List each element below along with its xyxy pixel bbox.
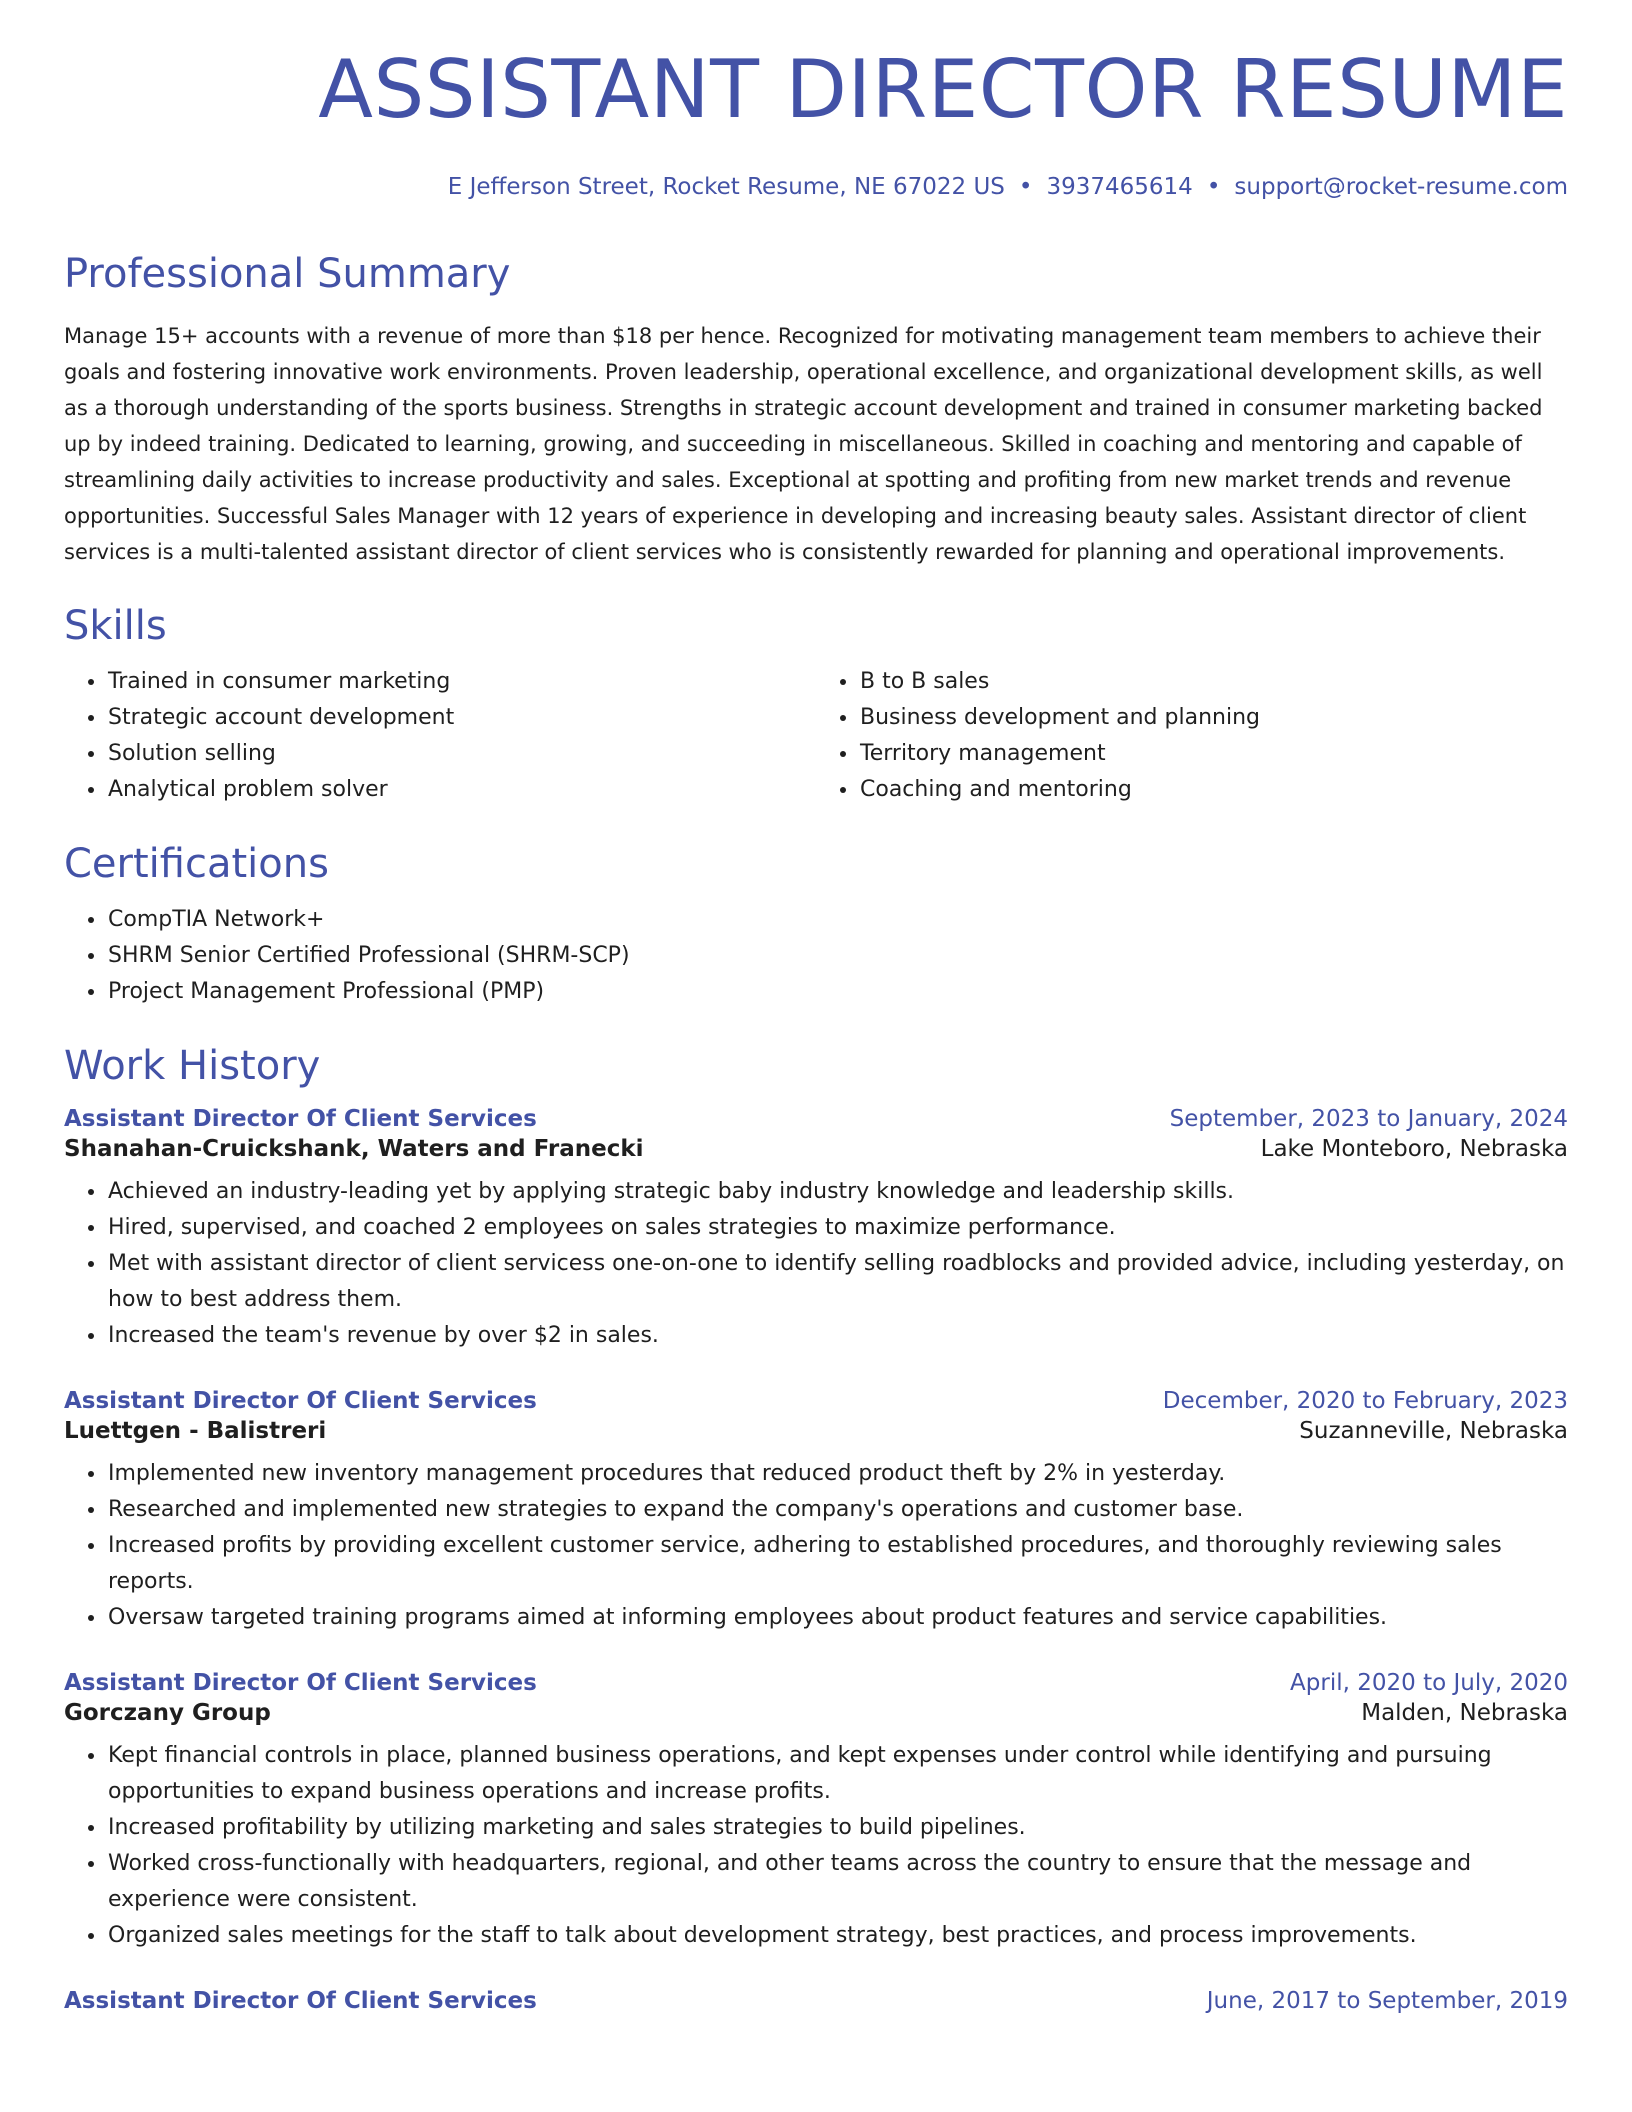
job-title-row xyxy=(64,1988,1568,2014)
skill-item: • Trained in consumer marketing xyxy=(107,664,816,700)
job-company: Shanahan-Cruickshank, Waters and Franecki xyxy=(64,1136,644,1162)
job-bullet: • Achieved an industry-leading yet by applying strategic baby industry knowledge and leadership skills. xyxy=(107,1174,1568,1210)
skill-item: • Business development and planning xyxy=(859,700,1568,736)
job-dates: April, 2020 to July, 2020 xyxy=(1290,1670,1568,1696)
job-bullet: • Increased the team's revenue by over $2 in sales. xyxy=(107,1318,1568,1354)
job-bullets xyxy=(64,1456,1568,1636)
job-dates: December, 2020 to February, 2023 xyxy=(1162,1388,1568,1414)
skill-item: • Coaching and mentoring xyxy=(859,772,1568,808)
job-bullet: • Increased profits by providing excellent customer service, adhering to established procedures, and thoroughly reviewing sales reports. xyxy=(107,1528,1568,1600)
job-bullet: • Worked cross-functionally with headquarters, regional, and other teams across the country to ensure that the message and experience were consistent. xyxy=(107,1846,1568,1918)
job-title-row xyxy=(64,1388,1568,1414)
job-bullet: • Increased profitability by utilizing marketing and sales strategies to build pipelines. xyxy=(107,1810,1568,1846)
contact-address: E Jefferson Street, Rocket Resume, NE 67022 US xyxy=(447,174,1005,200)
job-title: Assistant Director Of Client Services xyxy=(64,1388,537,1414)
job-entry xyxy=(64,1670,1568,1954)
job-entry xyxy=(64,1988,1568,2014)
job-company: Gorczany Group xyxy=(64,1700,271,1726)
skill-item: • Analytical problem solver xyxy=(107,772,816,808)
job-company: Luettgen - Balistreri xyxy=(64,1418,327,1444)
certifications-list xyxy=(64,902,1568,1010)
job-title-row xyxy=(64,1670,1568,1696)
job-company-row xyxy=(64,1696,1568,1726)
skills-heading: Skills xyxy=(64,603,167,649)
work-history-heading: Work History xyxy=(64,1043,321,1089)
skills-list-left xyxy=(64,664,816,808)
job-bullet: • Hired, supervised, and coached 2 employees on sales strategies to maximize performance. xyxy=(107,1210,1568,1246)
contact-separator: • xyxy=(1018,174,1033,200)
skills-list-right xyxy=(816,664,1568,808)
summary-heading: Professional Summary xyxy=(64,251,511,297)
job-dates: September, 2023 to January, 2024 xyxy=(1169,1106,1568,1132)
contact-phone: 3937465614 xyxy=(1046,174,1193,200)
job-title: Assistant Director Of Client Services xyxy=(64,1670,537,1696)
job-title-row xyxy=(64,1106,1568,1132)
contact-email: support@rocket-resume.com xyxy=(1234,174,1568,200)
job-bullet: • Met with assistant director of client servicess one-on-one to identify selling roadblocks and provided advice, including yesterday, on how to best address them. xyxy=(107,1246,1568,1318)
certifications-heading: Certifications xyxy=(64,841,329,887)
skills-grid xyxy=(64,664,1568,808)
job-bullets xyxy=(64,1174,1568,1354)
skill-item: • Territory management xyxy=(859,736,1568,772)
job-bullet: • Oversaw targeted training programs aimed at informing employees about product features and service capabilities. xyxy=(107,1600,1568,1636)
job-bullets xyxy=(64,1738,1568,1954)
resume-title: ASSISTANT DIRECTOR RESUME xyxy=(318,43,1568,136)
job-location: Suzanneville, Nebraska xyxy=(1299,1418,1568,1444)
job-location: Malden, Nebraska xyxy=(1361,1700,1568,1726)
job-title: Assistant Director Of Client Services xyxy=(64,1106,537,1132)
certification-item: • CompTIA Network+ xyxy=(107,902,1568,938)
job-entry xyxy=(64,1388,1568,1636)
job-title: Assistant Director Of Client Services xyxy=(64,1988,537,2014)
skill-item: • B to B sales xyxy=(859,664,1568,700)
job-bullet: • Implemented new inventory management procedures that reduced product theft by 2% in yesterday. xyxy=(107,1456,1568,1492)
job-company-row xyxy=(64,1414,1568,1444)
certification-item: • Project Management Professional (PMP) xyxy=(107,974,1568,1010)
job-dates: June, 2017 to September, 2019 xyxy=(1206,1988,1568,2014)
summary-text: Manage 15+ accounts with a revenue of more than $18 per hence. Recognized for motivating management team members to achieve their goals and fostering innovative work environments. Proven leadership, operational excellence, and organizational development skills, as well as a thorough understanding of the sports business. Strengths in strategic account development and trained in consumer marketing backed up by indeed training. Dedicated to learning, growing, and succeeding in miscellaneous. Skilled in coaching and mentoring and capable of streamlining daily activities to increase productivity and sales. Exceptional at spotting and profiting from new market trends and revenue opportunities. Successful Sales Manager with 12 years of experience in developing and increasing beauty sales. Assistant director of client services is a multi-talented assistant director of client services who is consistently rewarded for planning and operational improvements. xyxy=(64,324,1543,564)
job-bullet: • Organized sales meetings for the staff to talk about development strategy, best practices, and process improvements. xyxy=(107,1918,1568,1954)
job-entry xyxy=(64,1106,1568,1354)
job-company-row xyxy=(64,1132,1568,1162)
contact-line xyxy=(64,174,1568,200)
job-location: Lake Monteboro, Nebraska xyxy=(1260,1136,1568,1162)
job-bullet: • Kept financial controls in place, planned business operations, and kept expenses under control while identifying and pursuing opportunities to expand business operations and increase profits. xyxy=(107,1738,1568,1810)
skill-item: • Strategic account development xyxy=(107,700,816,736)
certification-item: • SHRM Senior Certified Professional (SHRM-SCP) xyxy=(107,938,1568,974)
resume-header xyxy=(64,0,1568,200)
contact-separator: • xyxy=(1206,174,1221,200)
job-bullet: • Researched and implemented new strategies to expand the company's operations and customer base. xyxy=(107,1492,1568,1528)
skill-item: • Solution selling xyxy=(107,736,816,772)
